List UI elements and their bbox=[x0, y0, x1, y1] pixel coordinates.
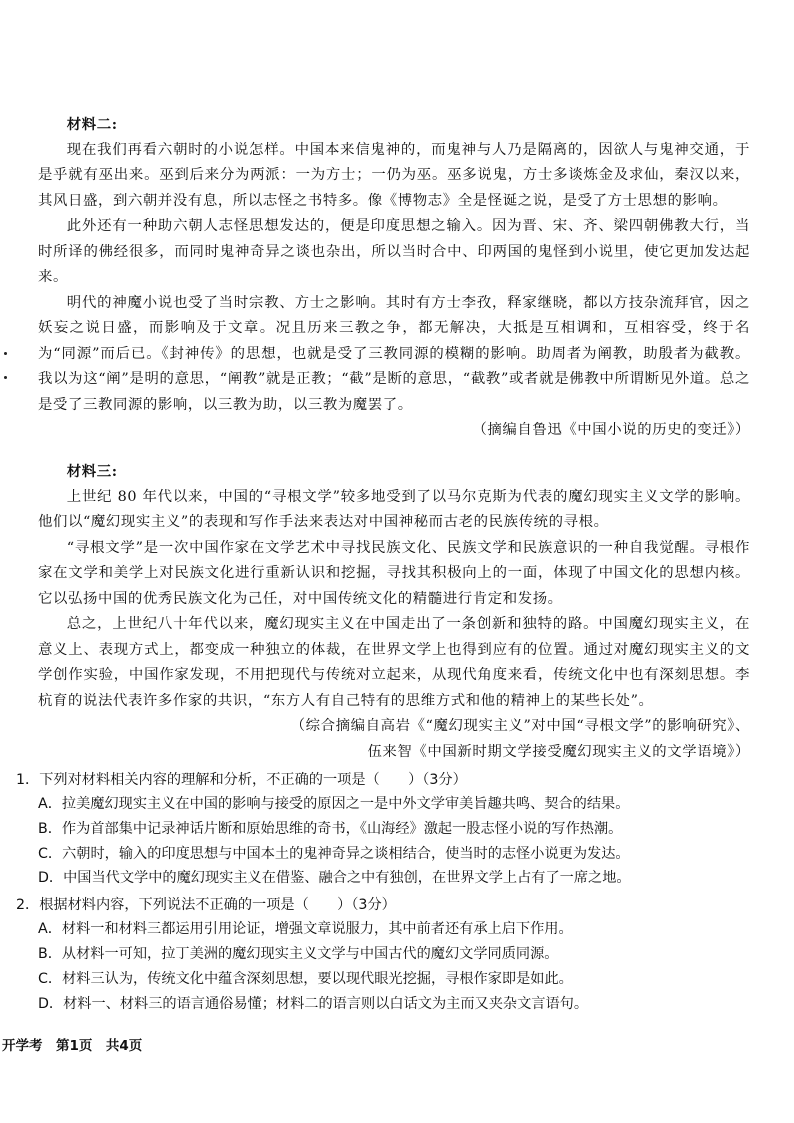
material-two-paragraph: 明代的神魔小说也受了当时宗教、方士之影响。其时有方士李孜，释家继晓，都以方技杂流拜官，因之妖妄之说日盛，而影响及于文章。况且历来三教之争，都无解决，大抵是互相调和，互相容受，终于名为“同源”而后已。《封神传》的思想，也就是受了三教同源的模糊的影响。助周者为阐教，助殷者为截教。我以为这“阐”是明的意思，“阐教”就是正教；“截”是断的意思，“截教”或者就是佛教中所谓断见外道。总之是受了三教同源的影响，以三教为助，以三教为魔罢了。 bbox=[38, 294, 750, 413]
question-option: C．材料三认为，传统文化中蕴含深刻思想，要以现代眼光挖掘，寻根作家即是如此。 bbox=[38, 970, 573, 987]
material-two-paragraph: 此外还有一种助六朝人志怪思想发达的，便是印度思想之输入。因为晋、宋、齐、梁四朝佛教大行，当时所译的佛经很多，而同时鬼神奇异之谈也杂出，所以当时合中、印两国的鬼怪到小说里，使它更加发达起来。 bbox=[38, 218, 750, 285]
margin-mark bbox=[4, 376, 7, 379]
material-two bbox=[38, 112, 750, 444]
material-two-paragraph: 现在我们再看六朝时的小说怎样。中国本来信鬼神的，而鬼神与人乃是隔离的，因欲人与鬼神交通，于是乎就有巫出来。巫到后来分为两派：一为方士；一仍为巫。巫多说鬼，方士多谈炼金及求仙，秦汉以来，其风日盛，到六朝并没有息，所以志怪之书特多。像《博物志》全是怪诞之说，是受了方士思想的影响。 bbox=[38, 141, 750, 209]
question-option: C．六朝时，输入的印度思想与中国本土的鬼神奇异之谈相结合，使当时的志怪小说更为发达。 bbox=[38, 845, 630, 862]
material-three-source-line1: （综合摘编自高岩《“魔幻现实主义”对中国“寻根文学”的影响研究》、 bbox=[290, 718, 750, 734]
margin-mark bbox=[4, 352, 7, 355]
question-stem: 1．下列对材料相关内容的理解和分析，不正确的一项是（ ）（3分） bbox=[16, 772, 467, 788]
question-option: B．从材料一可知，拉丁美洲的魔幻现实主义文学与中国古代的魔幻文学同质同源。 bbox=[38, 945, 559, 962]
material-three-paragraph: 上世纪 80 年代以来，中国的“寻根文学”较多地受到了以马尔克斯为代表的魔幻现实主义文学的影响。他们以“魔幻现实主义”的表现和写作手法来表达对中国神秘而古老的民族传统的寻根。 bbox=[38, 488, 750, 530]
question-option: D．材料一、材料三的语言通俗易懂；材料二的语言则以白话文为主而又夹杂文言语句。 bbox=[38, 995, 589, 1012]
question-option: D．中国当代文学中的魔幻现实主义在借鉴、融合之中有独创，在世界文学上占有了一席之地。 bbox=[38, 870, 631, 887]
question-option: B．作为首部集中记录神话片断和原始思维的奇书，《山海经》激起一股志怪小说的写作热潮。 bbox=[38, 820, 623, 837]
material-three-paragraph: 总之，上世纪八十年代以来，魔幻现实主义在中国走出了一条创新和独特的路。中国魔幻现实主义，在意义上、表现方式上，都变成一种独立的体裁，在世界文学上也得到应有的位置。通过对魔幻现实主义的文学创作实验，中国作家发现，不用把现代与传统对立起来，从现代角度来看，传统文化中也有深刻思想。李杭育的说法代表许多作家的共识，“东方人有自己特有的思维方式和他的精神上的某些长处”。 bbox=[38, 616, 750, 709]
material-three-source-line2: 伍来智《中国新时期文学接受魔幻现实主义的文学语境》） bbox=[367, 743, 750, 760]
material-two-heading: 材料二: bbox=[66, 116, 118, 133]
material-two-source: （摘编自鲁迅《中国小说的历史的变迁》） bbox=[472, 422, 750, 438]
page-footer: 开学考 第1页 共4页 bbox=[2, 1038, 143, 1054]
question-option: A．材料一和材料三都运用引用论证，增强文章说服力，其中前者还有承上启下作用。 bbox=[38, 921, 573, 938]
questions bbox=[16, 768, 754, 1016]
material-three-paragraph: “寻根文学”是一次中国作家在文学艺术中寻找民族文化、民族文学和民族意识的一种自我觉醒。寻根作家在文学和美学上对民族文化进行重新认识和挖掘，寻找其积极向上的一面，体现了中国文化的思想内核。它以弘扬中国的优秀民族文化为己任，对中国传统文化的精髓进行肯定和发扬。 bbox=[38, 539, 750, 607]
question-stem: 2．根据材料内容，下列说法不正确的一项是（ ）（3分） bbox=[16, 897, 396, 914]
material-three bbox=[38, 459, 750, 765]
material-three-heading: 材料三: bbox=[66, 463, 118, 480]
question-option: A．拉美魔幻现实主义在中国的影响与接受的原因之一是中外文学审美旨趣共鸣、契合的结果。 bbox=[38, 796, 630, 812]
